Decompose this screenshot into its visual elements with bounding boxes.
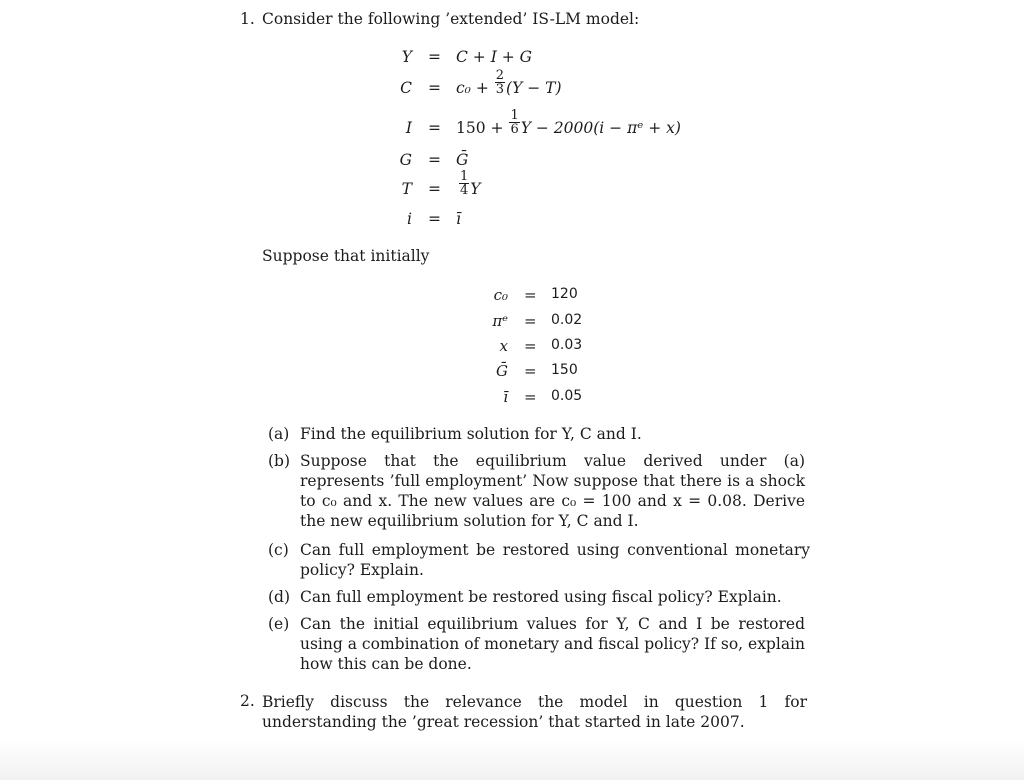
parameter-value: 0.02 — [551, 312, 583, 328]
part-d — [268, 587, 828, 607]
equation-rhs — [456, 107, 681, 137]
equals-sign: = — [524, 312, 537, 330]
fraction-numerator: 2 — [495, 67, 505, 83]
parameter-symbol: c₀ — [493, 286, 508, 304]
question-1-number: 1. — [240, 10, 255, 28]
equation-rhs-part: Y — [470, 180, 481, 198]
part-e — [268, 614, 828, 674]
parameter-symbol: x — [499, 337, 508, 355]
equals-sign: = — [428, 48, 441, 66]
part-label: (d) — [268, 588, 291, 606]
part-label: (e) — [268, 615, 290, 633]
initial-value-row — [460, 386, 660, 410]
equation-g — [380, 149, 800, 173]
part-label: (a) — [268, 425, 290, 443]
initial-value-row — [460, 360, 660, 384]
question-1-intro: Consider the following ’extended’ IS-LM model: — [262, 10, 640, 28]
part-text: Can full employment be restored using fiscal policy? Explain. — [300, 588, 782, 606]
equation-c — [380, 67, 800, 101]
equation-interest — [380, 208, 800, 232]
equation-lhs: I — [405, 119, 412, 137]
page-bottom-shade — [0, 740, 1024, 780]
fraction-denominator: 4 — [460, 182, 469, 198]
equation-rhs-part: Y − 2000(i − πᵉ + x) — [520, 119, 681, 137]
fraction-denominator: 3 — [495, 81, 505, 97]
equation-rhs: ī — [456, 210, 461, 228]
equation-lhs: Y — [401, 48, 412, 66]
fraction-numerator: 1 — [510, 107, 519, 123]
fraction — [509, 109, 519, 136]
initial-value-row — [460, 284, 660, 308]
equation-rhs-part: c₀ + — [456, 79, 489, 97]
equals-sign: = — [428, 151, 441, 169]
part-c — [268, 540, 828, 580]
fraction — [459, 170, 469, 197]
equation-lhs: i — [407, 210, 412, 228]
fraction-numerator: 1 — [460, 168, 469, 184]
initial-value-row — [460, 335, 660, 359]
equation-rhs-part: (Y − T) — [506, 79, 562, 97]
equation-lhs: G — [399, 151, 412, 169]
parameter-symbol: Ḡ — [496, 362, 508, 380]
fraction — [495, 69, 505, 96]
equals-sign: = — [428, 210, 441, 228]
parameter-value: 120 — [551, 286, 578, 302]
equals-sign: = — [428, 180, 441, 198]
equation-rhs — [458, 168, 481, 198]
equation-y — [380, 46, 800, 70]
equals-sign: = — [524, 286, 537, 304]
equals-sign: = — [428, 119, 441, 137]
part-label: (c) — [268, 541, 289, 559]
part-b — [268, 451, 828, 531]
part-text: Can full employment be restored using conventional monetary policy? Explain. — [300, 541, 810, 579]
equation-lhs: T — [401, 180, 412, 198]
equation-rhs-part: 150 + — [456, 119, 504, 137]
equals-sign: = — [428, 79, 441, 97]
part-text: Can the initial equilibrium values for Y, C and I be restored using a combination of monetary and fiscal policy? If so, explain how this can be done. — [300, 615, 805, 673]
parameter-symbol: πᵉ — [492, 312, 508, 330]
question-2-text: Briefly discuss the relevance the model in question 1 for understanding the ’great recession’ that started in late 2007. — [262, 693, 807, 731]
initial-value-row — [460, 310, 660, 334]
equals-sign: = — [524, 362, 537, 380]
parameter-value: 0.03 — [551, 337, 583, 353]
part-label: (b) — [268, 452, 291, 470]
parameter-value: 150 — [551, 362, 578, 378]
parameter-value: 0.05 — [551, 388, 583, 404]
equals-sign: = — [524, 337, 537, 355]
initially-label: Suppose that initially — [262, 247, 430, 265]
part-text: Suppose that the equilibrium value derived under (a) represents ’full employment’ Now suppose that there is a shock to c₀ and x. The new values are c₀ = 100 and x = 0.08. Derive the new equilibrium solution for Y, C and I. — [300, 452, 805, 530]
equation-t — [380, 168, 800, 202]
equals-sign: = — [524, 388, 537, 406]
parameter-symbol: ī — [503, 388, 508, 406]
part-a — [268, 424, 828, 444]
equation-lhs: C — [400, 79, 412, 97]
equation-i — [380, 107, 800, 141]
part-text: Find the equilibrium solution for Y, C and I. — [300, 425, 642, 443]
fraction-denominator: 6 — [510, 121, 519, 137]
equation-rhs: Ḡ — [456, 151, 469, 169]
question-2-number: 2. — [240, 692, 255, 710]
equation-rhs — [456, 67, 562, 97]
equation-rhs: C + I + G — [456, 48, 533, 66]
